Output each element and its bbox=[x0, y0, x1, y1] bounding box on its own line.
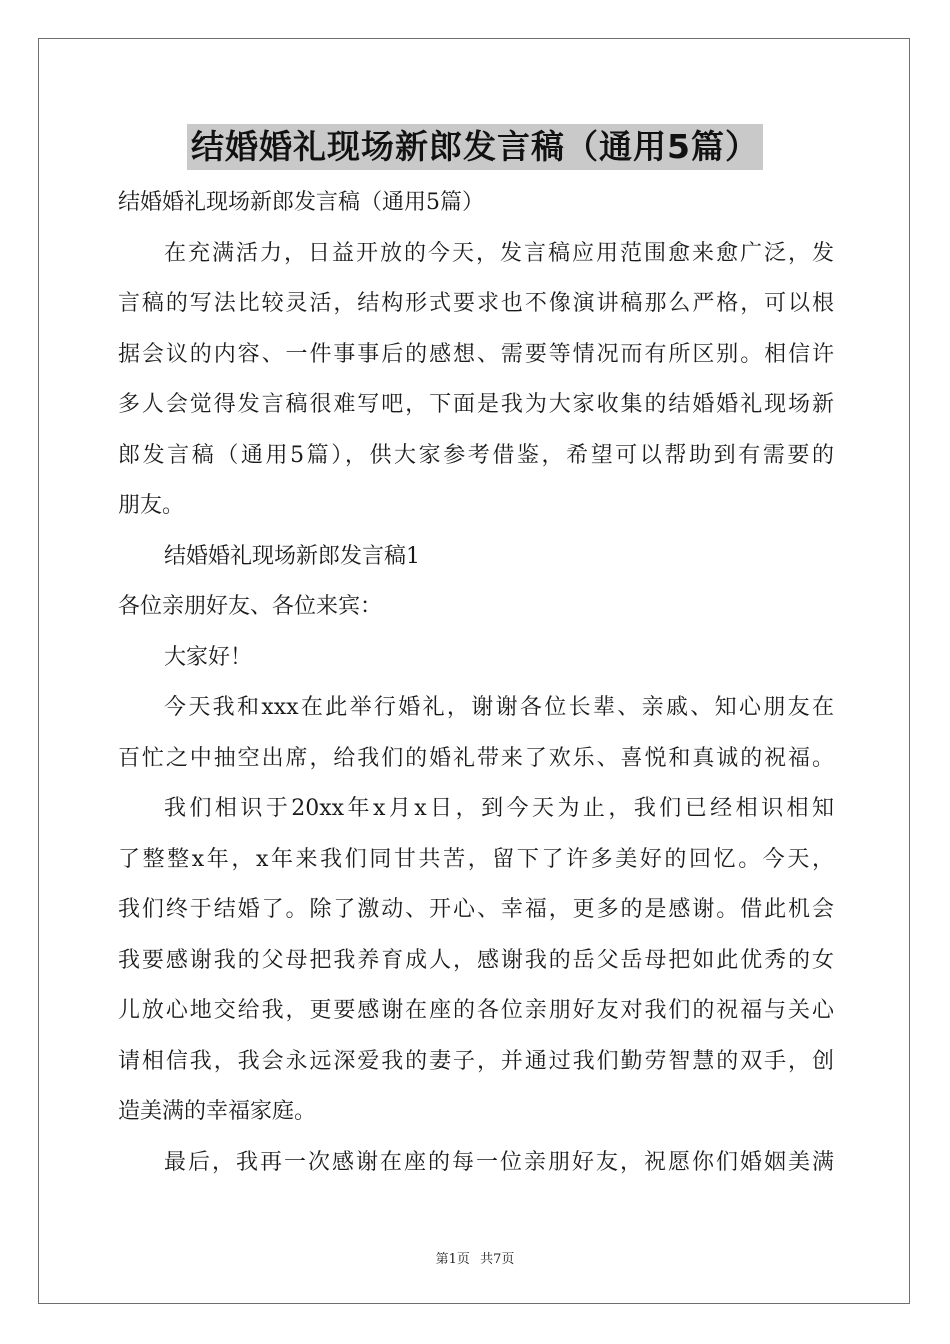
text-line: 请相信我，我会永远深爱我的妻子，并通过我们勤劳智慧的双手，创 bbox=[118, 1048, 834, 1074]
text-line: 我要感谢我的父母把我养育成人，感谢我的岳父岳母把如此优秀的女 bbox=[118, 947, 834, 973]
text-line: 了整整x年，x年来我们同甘共苦，留下了许多美好的回忆。今天， bbox=[118, 846, 834, 872]
text-line: 造美满的幸福家庭。 bbox=[118, 1099, 317, 1124]
text-line: 郎发言稿（通用5篇），供大家参考借鉴，希望可以帮助到有需要的 bbox=[118, 442, 834, 468]
document-body bbox=[118, 178, 834, 1188]
document-title: 结婚婚礼现场新郎发言稿（通用5篇） bbox=[187, 124, 763, 170]
text-line: 我们终于结婚了。除了激动、开心、幸福，更多的是感谢。借此机会 bbox=[118, 897, 834, 922]
text-line: 朋友。 bbox=[118, 493, 185, 518]
text-line: 在充满活力，日益开放的今天，发言稿应用范围愈来愈广泛，发 bbox=[164, 240, 834, 266]
text-line: 百忙之中抽空出席，给我们的婚礼带来了欢乐、喜悦和真诚的祝福。 bbox=[118, 745, 834, 771]
text-line: 最后，我再一次感谢在座的每一位亲朋好友，祝愿你们婚姻美满 bbox=[164, 1149, 834, 1175]
text-line: 多人会觉得发言稿很难写吧，下面是我为大家收集的结婚婚礼现场新 bbox=[118, 392, 834, 417]
text-line: 言稿的写法比较灵活，结构形式要求也不像演讲稿那么严格，可以根 bbox=[118, 291, 834, 316]
text-line: 儿放心地交给我，更要感谢在座的各位亲朋好友对我们的祝福与关心 bbox=[118, 998, 834, 1023]
text-line: 大家好！ bbox=[164, 644, 253, 670]
text-line: 结婚婚礼现场新郎发言稿（通用5篇） bbox=[118, 190, 484, 215]
text-line: 各位亲朋好友、各位来宾： bbox=[118, 594, 383, 619]
text-line: 据会议的内容、一件事事后的感想、需要等情况而有所区别。相信许 bbox=[118, 341, 834, 367]
text-line: 我们相识于20xx年x月x日，到今天为止，我们已经相识相知 bbox=[164, 796, 834, 821]
text-line: 结婚婚礼现场新郎发言稿1 bbox=[164, 543, 420, 569]
title-container bbox=[0, 124, 950, 170]
page-number: 第1页 bbox=[435, 1252, 470, 1267]
page-total: 共7页 bbox=[480, 1252, 515, 1267]
text-line: 今天我和xxx在此举行婚礼，谢谢各位长辈、亲戚、知心朋友在 bbox=[164, 695, 834, 720]
page-footer bbox=[0, 1248, 950, 1267]
